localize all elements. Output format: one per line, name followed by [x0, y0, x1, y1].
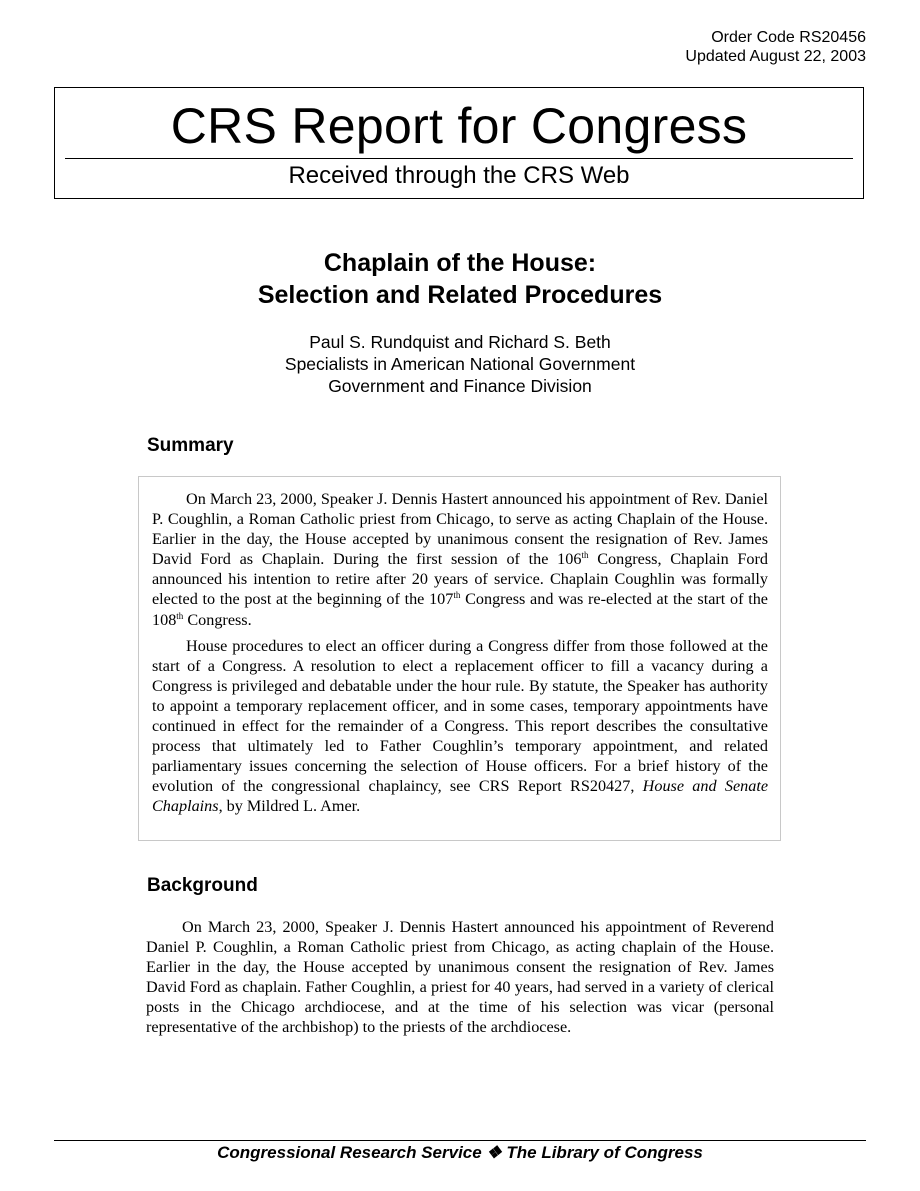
title-line-2: Selection and Related Procedures: [257, 281, 663, 309]
summary-paragraph-1: [152, 489, 768, 630]
report-title: [0, 247, 920, 311]
banner-subtitle: Received through the CRS Web: [288, 162, 630, 189]
summary-p1-text-c: Congress and was re-elected at the start of the 108: [152, 590, 768, 629]
order-code: Order Code RS20456: [711, 29, 866, 46]
banner-title: CRS Report for Congress: [170, 98, 748, 154]
summary-p2-text-b: , by Mildred L. Amer.: [218, 797, 361, 816]
summary-paragraph-2: [152, 636, 768, 817]
summary-box: [138, 476, 781, 841]
authors: Paul S. Rundquist and Richard S. Beth: [309, 332, 611, 352]
author-block: [0, 331, 920, 397]
author-division: Government and Finance Division: [328, 376, 592, 396]
background-paragraph-1: On March 23, 2000, Speaker J. Dennis Hastert announced his appointment of Reverend Daniel P. Coughlin, a Roman Catholic priest from Chicago, as acting chaplain of the House. Earlier in the day, the House accepted by unanimous consent the resignation of Rev. James David Ford as chaplain. Father Coughlin, a priest for 40 years, had served in a variety of clerical posts in the Chicago archdiocese, and at the time of his selection was vicar (personal representative of the archbishop) to the priests of the archdiocese.: [146, 918, 774, 1037]
footer-text: Congressional Research Service ❖ The Library of Congress: [217, 1143, 703, 1162]
summary-p2-text-a: House procedures to elect an officer during a Congress differ from those followed at the start of a Congress. A resolution to elect a replacement officer to fill a vacancy during a Congress is privileged and debatable under the hour rule. By statute, the Speaker has authority to appoint a temporary replacement officer, and in some cases, temporary appointments have continued in effect for the remainder of a Congress. This report describes the consultative process that ultimately led to Father Coughlin’s temporary appointment, and related parliamentary issues concerning the selection of House officers. For a brief history of the evolution of the congressional chaplaincy, see CRS Report RS20427,: [152, 636, 768, 796]
background-section: [146, 917, 774, 1038]
summary-heading: Summary: [147, 435, 234, 456]
banner-divider: [65, 158, 853, 159]
order-info: [685, 28, 866, 66]
ordinal-suffix: th: [453, 590, 461, 601]
title-line-1: Chaplain of the House:: [323, 249, 597, 277]
updated-date: Updated August 22, 2003: [685, 48, 866, 65]
summary-p1-text-b: Congress, Chaplain Ford announced his intention to retire after 20 years of service. Chaplain Coughlin was formally elected to the post at the beginning of the 107: [152, 550, 769, 609]
ordinal-suffix: th: [176, 610, 184, 621]
footer-divider: [54, 1140, 866, 1141]
background-heading: Background: [147, 875, 258, 896]
ordinal-suffix: th: [581, 550, 589, 561]
summary-p1-text-a: On March 23, 2000, Speaker J. Dennis Hastert announced his appointment of Rev. Daniel P. Coughlin, a Roman Catholic priest from Chicago, to serve as acting Chaplain of the House. Earlier in the day, the House accepted by unanimous consent the resignation of Rev. James David Ford as Chaplain. During the first session of the 106: [152, 490, 769, 569]
cited-report-title: House and Senate Chaplains: [152, 777, 769, 816]
report-banner: [54, 87, 864, 199]
author-position: Specialists in American National Government: [284, 354, 636, 374]
summary-p1-text-d: Congress.: [183, 610, 252, 629]
